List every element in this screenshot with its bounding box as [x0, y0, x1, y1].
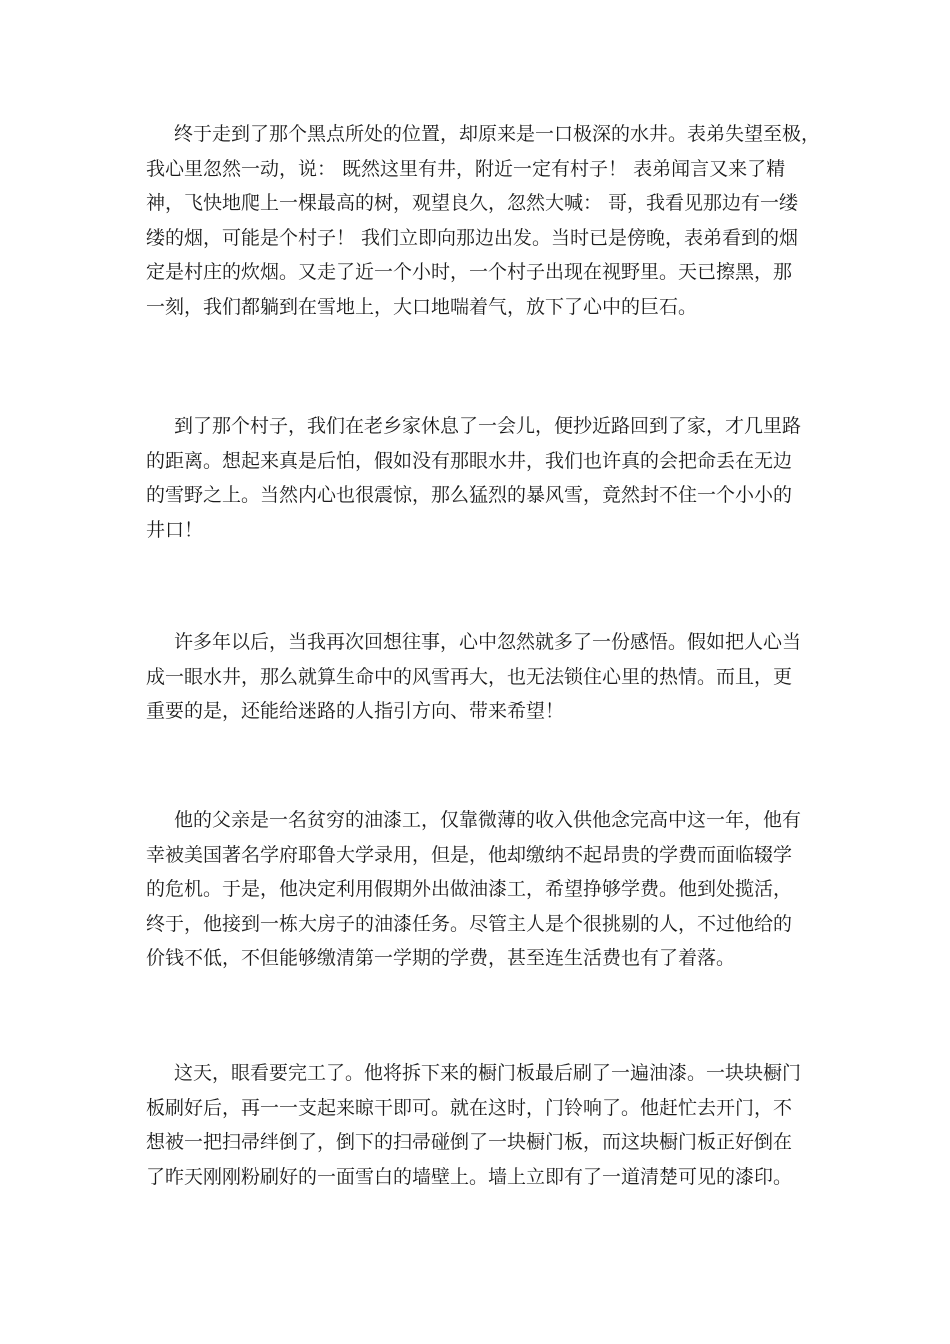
- paragraph-4: [146, 803, 811, 976]
- text-line: 的距离。想起来真是后怕，假如没有那眼水井，我们也许真的会把命丢在无边: [146, 449, 793, 472]
- paragraph-2: [146, 409, 811, 547]
- text-line: 一刻，我们都躺到在雪地上，大口地喘着气，放下了心中的巨石。: [146, 295, 698, 318]
- text-line: 我心里忽然一动，说： 既然这里有井，附近一定有村子！ 表弟闻言又来了精: [146, 157, 786, 180]
- paragraph-1: [146, 117, 821, 325]
- text-line: 价钱不低，不但能够缴清第一学期的学费，甚至连生活费也有了着落。: [146, 947, 736, 970]
- text-line: 终于，他接到一栋大房子的油漆任务。尽管主人是个很挑剔的人，不过他给的: [146, 912, 793, 935]
- text-line: 想被一把扫帚绊倒了，倒下的扫帚碰倒了一块橱门板，而这块橱门板正好倒在: [146, 1131, 793, 1154]
- text-line: 定是村庄的炊烟。又走了近一个小时，一个村子出现在视野里。天已擦黑，那: [146, 261, 793, 284]
- text-line: 重要的是，还能给迷路的人指引方向、带来希望！: [146, 700, 565, 723]
- paragraph-5: [146, 1056, 811, 1194]
- text-line: 的雪野之上。当然内心也很震惊，那么猛烈的暴风雪，竟然封不住一个小小的: [146, 484, 793, 507]
- text-line: 到了那个村子，我们在老乡家休息了一会儿，便抄近路回到了家，才几里路: [174, 415, 802, 437]
- text-line: 终于走到了那个黑点所处的位置，却原来是一口极深的水井。表弟失望至极，: [174, 123, 821, 145]
- text-line: 这天，眼看要完工了。他将拆下来的橱门板最后刷了一遍油漆。一块块橱门: [174, 1062, 802, 1084]
- text-line: 神，飞快地爬上一棵最高的树，观望良久，忽然大喊： 哥，我看见那边有一缕: [146, 192, 799, 215]
- text-line: 成一眼水井，那么就算生命中的风雪再大，也无法锁住心里的热情。而且，更: [146, 665, 793, 688]
- text-line: 井口！: [146, 518, 204, 541]
- text-line: 缕的烟，可能是个村子！ 我们立即向那边出发。当时已是傍晚，表弟看到的烟: [146, 226, 799, 249]
- text-line: 板刷好后，再一一支起来晾干即可。就在这时，门铃响了。他赶忙去开门，不: [146, 1096, 793, 1119]
- paragraph-3: [146, 625, 811, 729]
- text-line: 了昨天刚刚粉刷好的一面雪白的墙壁上。墙上立即有了一道清楚可见的漆印。: [146, 1165, 793, 1188]
- text-line: 幸被美国著名学府耶鲁大学录用，但是，他却缴纳不起昂贵的学费而面临辍学: [146, 843, 793, 866]
- text-line: 他的父亲是一名贫穷的油漆工，仅靠微薄的收入供他念完高中这一年，他有: [174, 809, 802, 831]
- text-line: 的危机。于是，他决定利用假期外出做油漆工，希望挣够学费。他到处揽活，: [146, 878, 793, 901]
- text-line: 许多年以后，当我再次回想往事，心中忽然就多了一份感悟。假如把人心当: [174, 631, 802, 653]
